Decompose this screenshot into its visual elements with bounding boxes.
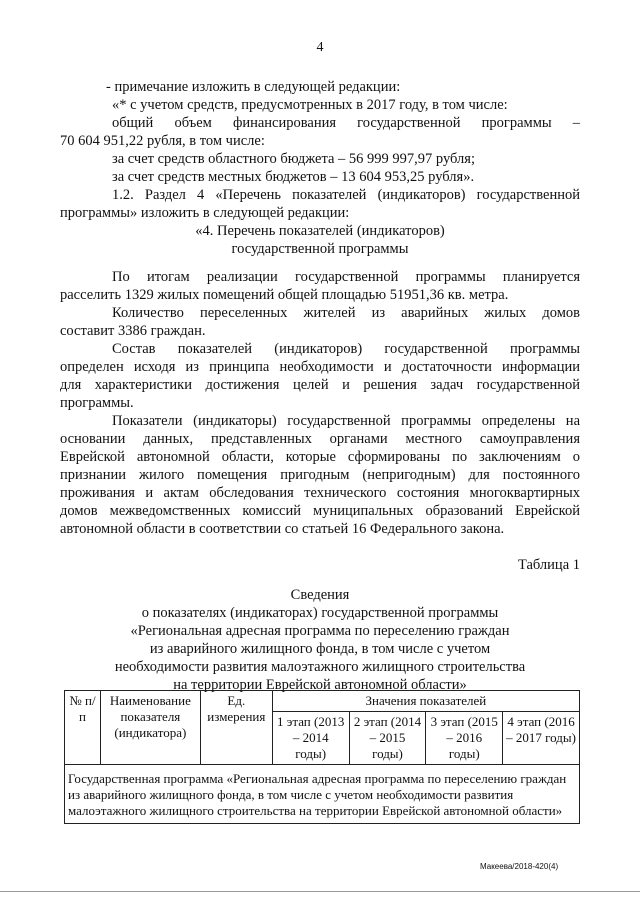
program-cell: Государственная программа «Региональная адресная программа по переселению граждан из аварийного жилищного фонда, в том числе с учетом необходимости развития малоэтажного жилищного строительства на территории Еврейской автономной области»: [65, 765, 580, 824]
text-line: программы» изложить в следующей редакции:: [60, 205, 350, 221]
header-cell-stage: 4 этап (2016 – 2017 годы): [503, 712, 580, 765]
text-line: 70 604 951,22 рубля, в том числе:: [60, 133, 265, 149]
header-cell-stage: 2 этап (2014 – 2015 годы): [349, 712, 426, 765]
text-line: программы.: [60, 395, 134, 411]
text-line: расселить 1329 жилых помещений общей площадью 51951,36 кв. метра.: [60, 287, 509, 303]
header-cell-number: № п/п: [65, 691, 101, 765]
table-title-line: из аварийного жилищного фонда, в том числе с учетом: [149, 641, 491, 657]
text-line: за счет средств местных бюджетов – 13 604 953,25 рубля».: [112, 169, 475, 185]
text-line: Показатели (индикаторы) государственной программы определены на: [112, 413, 580, 429]
table-title-line: необходимости развития малоэтажного жилищного строительства: [114, 659, 526, 675]
header-cell-unit: Ед. измерения: [200, 691, 272, 765]
text-line: По итогам реализации государственной программы планируется: [112, 269, 580, 285]
section-heading: государственной программы: [231, 241, 409, 257]
table-header-row: [65, 691, 580, 712]
text-line: - примечание изложить в следующей редакции:: [106, 79, 401, 95]
text-line: 1.2. Раздел 4 «Перечень показателей (индикаторов) государственной: [112, 187, 580, 203]
document-code: Макеева/2018-420(4): [480, 862, 559, 871]
section-heading: «4. Перечень показателей (индикаторов): [195, 223, 445, 239]
scan-edge-line: [0, 891, 640, 892]
text-line: основании данных, представленных органами местного самоуправления: [60, 431, 580, 447]
text-line: домов межведомственных комиссий муниципальных образований Еврейской: [60, 503, 580, 519]
table-title-line: «Региональная адресная программа по переселению граждан: [130, 623, 510, 639]
header-cell-name: Наименование показателя (индикатора): [100, 691, 200, 765]
text-line: для характеристики достижения целей и решения задач государственной: [60, 377, 580, 393]
text-line: Состав показателей (индикаторов) государственной программы: [112, 341, 580, 357]
table-row: [65, 765, 580, 824]
text-line: Количество переселенных жителей из аварийных жилых домов: [112, 305, 580, 321]
table-title-line: Сведения: [290, 587, 350, 603]
table-title-line: о показателях (индикаторах) государственной программы: [141, 605, 499, 621]
text-line: проживания и актам обследования технического состояния многоквартирных: [60, 485, 580, 501]
header-cell-stage: 3 этап (2015 – 2016 годы): [426, 712, 503, 765]
table-title-line: на территории Еврейской автономной области»: [173, 677, 467, 693]
table-caption: Таблица 1: [517, 557, 580, 573]
text-line: признании жилого помещения пригодным (непригодным) для постоянного: [60, 467, 580, 483]
header-cell-values: Значения показателей: [272, 691, 579, 712]
text-line: за счет средств областного бюджета – 56 999 997,97 рубля;: [112, 151, 475, 167]
text-line: автономной области в соответствии со статьей 16 Федерального закона.: [60, 521, 505, 537]
text-line: составит 3386 граждан.: [60, 323, 206, 339]
indicators-table: [64, 690, 580, 824]
table-title: [60, 586, 580, 694]
text-line: общий объем финансирования государственной программы –: [112, 115, 580, 131]
text-line: «* с учетом средств, предусмотренных в 2017 году, в том числе:: [112, 97, 508, 113]
amendment-block: [60, 78, 580, 258]
text-line: Еврейской автономной области, которые сформированы по заключениям о: [60, 449, 580, 465]
header-cell-stage: 1 этап (2013 – 2014 годы): [272, 712, 349, 765]
section-body: [60, 268, 580, 538]
text-line: определен исходя из принципа необходимости и достаточности информации: [60, 359, 580, 375]
page-number: 4: [316, 40, 324, 55]
